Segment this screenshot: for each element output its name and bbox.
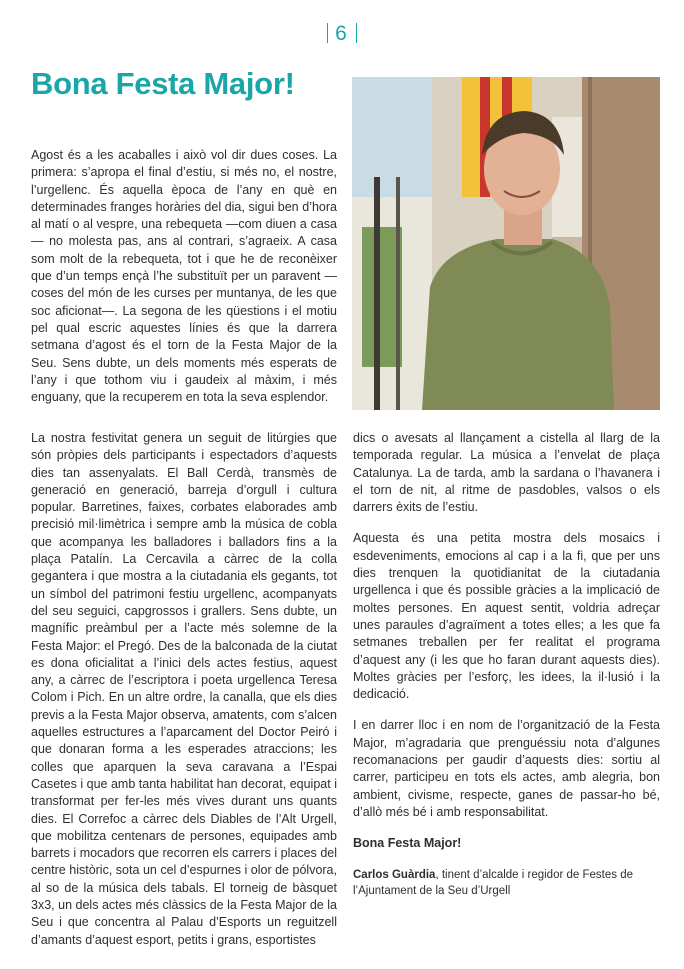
page-number xyxy=(0,22,684,46)
author-name: Carlos Guàrdia xyxy=(353,868,436,881)
right-column xyxy=(353,430,660,913)
closing-line: Bona Festa Major! xyxy=(353,836,462,851)
author-photo-illustration xyxy=(352,77,660,410)
right-paragraph-3: I en darrer lloc i en nom de l’organització de la Festa Major, m’agradaria que prenguéssiu nota d’algunes recomanacions per gaudir d’aquests dies: sortiu al carrer, participeu en tots els actes, amb alegria, bon ambient, civisme, respecte, ganes de passar-ho bé, d’allò més bé i amb responsabilitat. xyxy=(353,718,660,819)
signature xyxy=(353,867,660,899)
author-role: , tinent d’alcalde i regidor de Festes de l’Ajuntament de la Seu d’Urgell xyxy=(353,868,633,897)
right-paragraph-2: Aquesta és una petita mostra dels mosaics i esdeveniments, emocions al cap i a la fi, que per uns dies trenquen la quotidianitat de la ciutadania urgellenca i que és possible gràcies a la implicació de moltes persones. En aquest sentit, voldria adreçar unes paraules d’agraïment a totes elles; a les que fa setmanes treballen per fer realitat el programa d’aquest any (i les que ho faran durant aquests dies). Moltes gràcies per l’esforç, les idees, la il·lusió i la dedicació. xyxy=(353,531,660,702)
right-paragraph-1: dics o avesats al llançament a cistella al llarg de la temporada regular. La música a l’envelat de plaça Catalunya. La de tarda, amb la sardana o l’havanera i el torn de nit, al ritme de pasdobles, valsos o els darrers èxits de l’estiu. xyxy=(353,431,660,515)
divider xyxy=(356,23,357,43)
intro-paragraph xyxy=(31,147,337,420)
divider xyxy=(327,23,328,43)
article-title: Bona Festa Major! xyxy=(31,66,295,101)
left-column-text: La nostra festivitat genera un seguit de litúrgies que són pròpies dels participants i espectadors d’aquests dies tan assenyalats. El Ball Cerdà, transmès de generació en generació, barreja d’orgull i cultura popular. Barretines, faixes, corbates elaborades amb precisió mil·limètrica i sempre amb la música de cobla que acompanya les balladores i balladors fins a la plaça Patalín. La Cercavila a càrrec de la colla gegantera i que mostra a la ciutadania els gegants, tot un símbol del patrimoni festiu urgellenc, acompanyats del seu seguici, capgrossos i grallers. Sens dubte, un magnífic preàmbul per a l’acte més solemne de la Festa Major: el Pregó. Des de la balconada de la ciutat es dona oficialitat a l’inici dels actes festius, aquest any, a càrrec de l’escriptora i poeta urgellenca Teresa Colom i Pich. En un altre ordre, la canalla, que els dies previs a la Festa Major observa, amatents, com s’alcen aquelles estructures a l’aparcament del Doctor Peiró i que donaran forma a les esperades atraccions; les colles que aparquen la seva caravana a l’Espai Casetes i que amb tanta habilitat han decorat, equipat i transformat per fer-les més vives durant uns quants dies. El Correfoc a càrrec dels Diables de l’Alt Urgell, que mobilitza centenars de persones, equipades amb barrets i mocadors que recorren els carrers i places del centre històric, sota un cel d’espurnes i olor de pólvora, al so de la música dels tabals. El torneig de bàsquet 3x3, un dels actes més clàssics de la Festa Major de la Seu i que concentra al Palau d’Esports un reguitzell d’amants d’aquest esport, petits i grans, esportistes xyxy=(31,431,337,947)
left-column xyxy=(31,430,337,963)
page-number-text: 6 xyxy=(335,22,349,45)
author-photo xyxy=(352,77,660,410)
intro-text: Agost és a les acaballes i això vol dir dues coses. La primera: s’apropa el final d’estiu, si més no, el nostre, l’urgellenc. És aquella època de l’any en què en determinades franges horàries del dia, sigui ben d’hora al matí o al vespre, una rebequeta —com diuen a casa— no molesta pas, ans al contrari, s’agraeix. A casa som molt de la rebequeta, tot i que he de reconèixer que d’un temps ençà l’he substituït per un paravent —coses del món de les curses per muntanya, de les que soc aficionat—. La segona de les qüestions i el motiu pel qual escric aquestes línies és que la darrera setmana d’agost és el torn de la Festa Major de la Seu. Sens dubte, un dels moments més esperats de l’any i que tothom viu i gaudeix al màxim, i més enguany, que la recuperem en tota la seva esplendor. xyxy=(31,148,337,405)
